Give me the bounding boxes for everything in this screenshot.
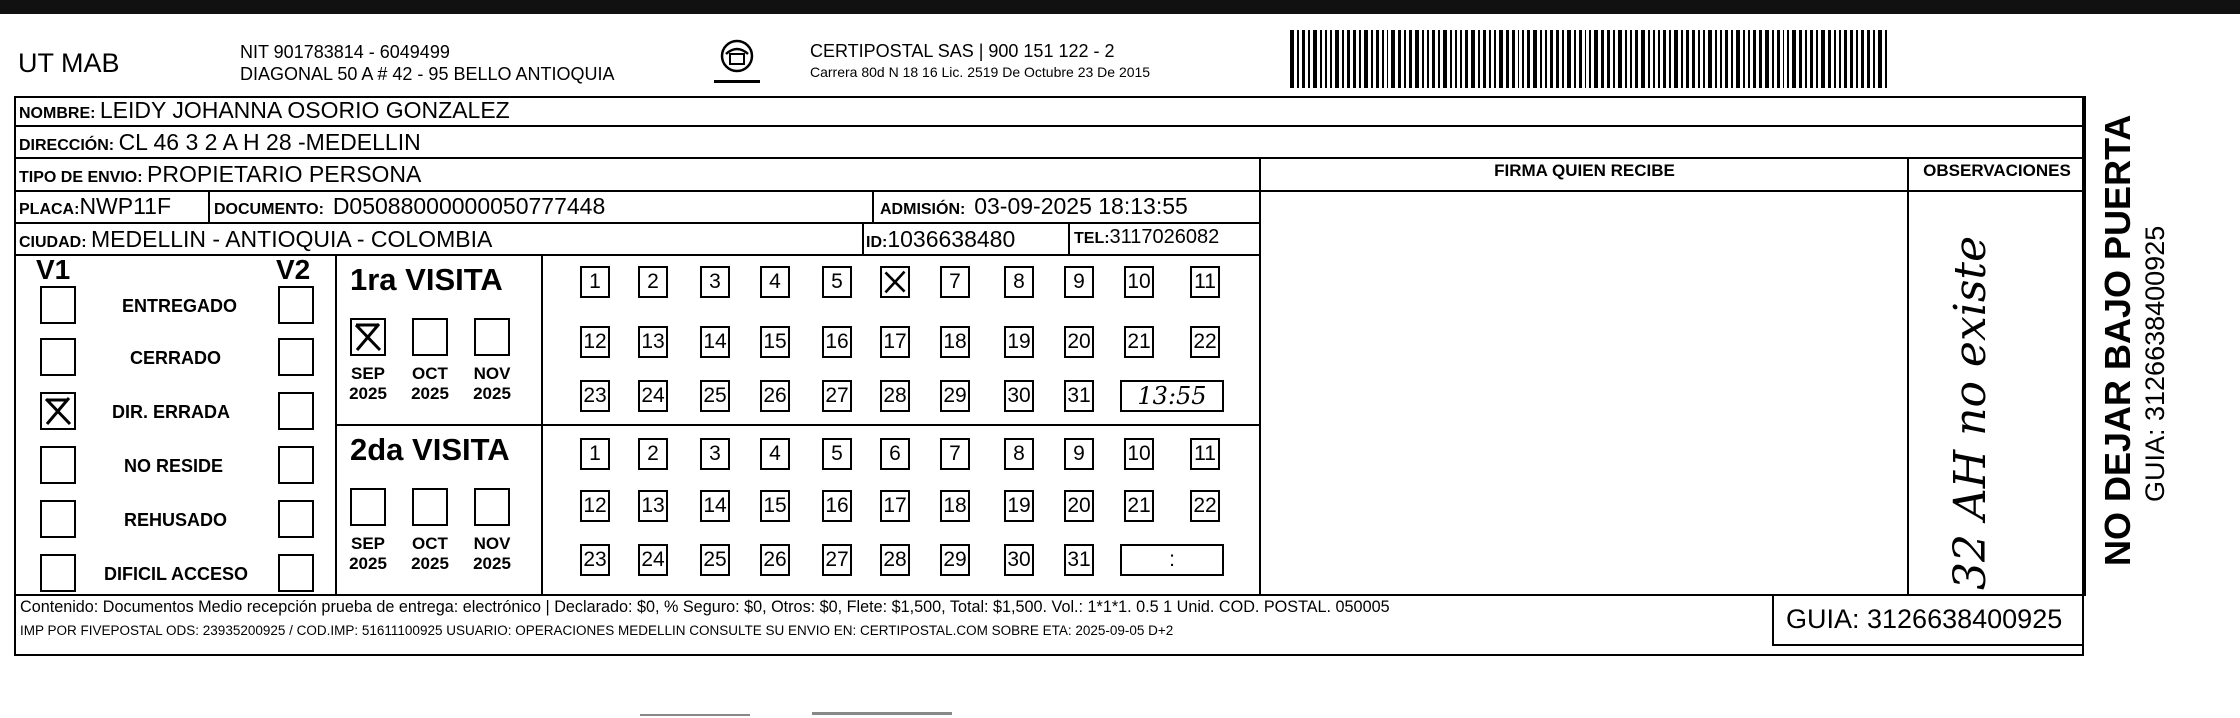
- day-box[interactable]: 13: [638, 490, 668, 522]
- day-box[interactable]: 1: [580, 438, 610, 470]
- visit-time-box[interactable]: :: [1120, 544, 1224, 576]
- footer-guia: GUIA: 3126638400925: [1786, 604, 2063, 634]
- day-box[interactable]: 26: [760, 544, 790, 576]
- v2-checkbox[interactable]: [278, 500, 314, 538]
- month-year: 2025: [473, 554, 511, 573]
- day-box[interactable]: 2: [638, 266, 668, 298]
- day-box[interactable]: 21: [1124, 490, 1154, 522]
- observaciones-handwritten: 32 AH no existe: [1945, 235, 1996, 590]
- month-checkbox[interactable]: [474, 488, 510, 526]
- id-label: ID:: [866, 234, 888, 251]
- status-option-label: CERRADO: [130, 348, 222, 368]
- carrier-line: CERTIPOSTAL SAS | 900 151 122 - 2: [810, 41, 1115, 61]
- barcode: [1290, 30, 1890, 88]
- day-box[interactable]: 29: [940, 380, 970, 412]
- day-box[interactable]: 8: [1004, 266, 1034, 298]
- status-option-label: REHUSADO: [124, 510, 228, 530]
- day-box[interactable]: 19: [1004, 490, 1034, 522]
- month-name: NOV: [473, 364, 511, 383]
- id-row: [866, 226, 1015, 253]
- x-mark-icon: [352, 320, 384, 354]
- row-divider: [1772, 644, 2084, 646]
- v1-checkbox[interactable]: [40, 446, 76, 484]
- day-box[interactable]: 3: [700, 266, 730, 298]
- day-box[interactable]: 22: [1190, 490, 1220, 522]
- day-box-checked[interactable]: [880, 266, 910, 298]
- nombre-row: [19, 97, 510, 124]
- day-box[interactable]: 18: [940, 490, 970, 522]
- day-box[interactable]: 10: [1124, 266, 1154, 298]
- placa-row: [19, 193, 171, 220]
- day-box[interactable]: 4: [760, 266, 790, 298]
- direccion-value: CL 46 3 2 A H 28 -MEDELLIN: [118, 129, 421, 155]
- placa-value: NWP11F: [79, 193, 172, 219]
- day-box[interactable]: 12: [580, 490, 610, 522]
- day-box[interactable]: 5: [822, 438, 852, 470]
- license-line: Carrera 80d N 18 16 Lic. 2519 De Octubre 23 De 2015: [810, 64, 1151, 80]
- month-checkbox[interactable]: [350, 488, 386, 526]
- month-checkbox[interactable]: [474, 318, 510, 356]
- top-edge-bar: [0, 0, 2240, 14]
- day-box[interactable]: 24: [638, 380, 668, 412]
- day-box[interactable]: 15: [760, 326, 790, 358]
- tel-row: [1074, 226, 1219, 249]
- v2-header: V2: [276, 254, 311, 285]
- day-box[interactable]: 31: [1064, 380, 1094, 412]
- day-box[interactable]: 26: [760, 380, 790, 412]
- month-name: NOV: [473, 534, 511, 553]
- day-box[interactable]: 17: [880, 490, 910, 522]
- contenido-line: Contenido: Documentos Medio recepción prueba de entrega: electrónico | Declarado: $0, % Seguro: $0, Otros: $0, Flete: $1,500, Total: $1,500. Vol.: 1*1*1. 0.5 1 Unid. COD. POSTAL. 050005: [20, 598, 1390, 616]
- day-box[interactable]: 9: [1064, 438, 1094, 470]
- day-box[interactable]: 5: [822, 266, 852, 298]
- month-checkbox[interactable]: [412, 488, 448, 526]
- day-box[interactable]: 28: [880, 380, 910, 412]
- scan-artifact: [812, 712, 952, 715]
- day-box[interactable]: 4: [760, 438, 790, 470]
- month-year: 2025: [411, 554, 449, 573]
- col-divider: [872, 190, 874, 222]
- ciudad-value: MEDELLIN - ANTIOQUIA - COLOMBIA: [91, 226, 493, 252]
- v1-header: V1: [36, 254, 71, 285]
- month-label: [464, 364, 520, 404]
- v1-checkbox[interactable]: [40, 286, 76, 324]
- day-box[interactable]: 27: [822, 380, 852, 412]
- tel-value: 3117026082: [1109, 226, 1220, 248]
- month-checkbox[interactable]: [412, 318, 448, 356]
- day-box[interactable]: 29: [940, 544, 970, 576]
- status-option-label: DIR. ERRADA: [112, 402, 231, 422]
- month-name: SEP: [350, 534, 386, 553]
- no-dejar-warning: NO DEJAR BAJO PUERTA: [2097, 114, 2138, 566]
- col-divider: [1907, 157, 1909, 595]
- day-box[interactable]: 17: [880, 326, 910, 358]
- v1-checkbox[interactable]: [40, 392, 76, 430]
- v1-checkbox[interactable]: [40, 338, 76, 376]
- tel-label: TEL:: [1074, 230, 1110, 247]
- day-box[interactable]: 30: [1004, 544, 1034, 576]
- id-value: 1036638480: [887, 226, 1016, 252]
- second-visit-label: 2da VISITA: [350, 432, 510, 467]
- company-info: [240, 41, 615, 85]
- month-year: 2025: [349, 554, 387, 573]
- col-divider: [208, 190, 210, 222]
- side-guia: GUIA: 3126638400925: [2140, 225, 2170, 502]
- col-divider: [2084, 96, 2086, 596]
- day-box[interactable]: 20: [1064, 490, 1094, 522]
- tipo-label: TIPO DE ENVIO:: [19, 169, 143, 186]
- day-box[interactable]: 15: [760, 490, 790, 522]
- day-box[interactable]: 21: [1124, 326, 1154, 358]
- documento-row: [214, 193, 605, 220]
- month-name: OCT: [412, 534, 448, 553]
- status-option-label: DIFICIL ACCESO: [104, 564, 249, 584]
- day-box[interactable]: 1: [580, 266, 610, 298]
- v2-checkbox[interactable]: [278, 446, 314, 484]
- day-box[interactable]: 31: [1064, 544, 1094, 576]
- row-divider: [14, 254, 1259, 256]
- day-box[interactable]: 16: [822, 490, 852, 522]
- month-label: [340, 534, 396, 574]
- day-box[interactable]: 23: [580, 544, 610, 576]
- day-box[interactable]: 3: [700, 438, 730, 470]
- col-divider: [1068, 222, 1070, 254]
- status-option-label: NO RESIDE: [124, 456, 224, 476]
- visit-time-box[interactable]: 13:55: [1120, 380, 1224, 412]
- day-box[interactable]: 13: [638, 326, 668, 358]
- month-label: [402, 364, 458, 404]
- row-divider: [14, 222, 1259, 224]
- v2-checkbox[interactable]: [278, 392, 314, 430]
- day-box[interactable]: 23: [580, 380, 610, 412]
- month-year: 2025: [411, 384, 449, 403]
- day-box[interactable]: 6: [880, 438, 910, 470]
- x-mark-icon: [882, 267, 908, 297]
- firma-header: FIRMA QUIEN RECIBE: [1494, 161, 1675, 180]
- v1-checkbox[interactable]: [40, 554, 76, 592]
- company-address: DIAGONAL 50 A # 42 - 95 BELLO ANTIOQUIA: [240, 64, 615, 84]
- day-box[interactable]: 16: [822, 326, 852, 358]
- tipo-row: [19, 161, 421, 188]
- direccion-label: DIRECCIÓN:: [19, 137, 115, 154]
- row-divider: [1259, 190, 2084, 192]
- v2-checkbox[interactable]: [278, 338, 314, 376]
- day-box[interactable]: 25: [700, 380, 730, 412]
- status-option-label: ENTREGADO: [122, 296, 238, 316]
- day-box[interactable]: 14: [700, 326, 730, 358]
- x-mark-icon: [42, 394, 74, 428]
- day-box[interactable]: 11: [1190, 438, 1220, 470]
- day-box[interactable]: 25: [700, 544, 730, 576]
- month-checkbox[interactable]: [350, 318, 386, 356]
- certipostal-logo: [708, 36, 766, 88]
- day-box[interactable]: 18: [940, 326, 970, 358]
- nombre-label: NOMBRE:: [19, 105, 96, 122]
- admision-label: ADMISIÓN:: [880, 201, 966, 218]
- company-name: UT MAB: [18, 48, 120, 78]
- day-box[interactable]: 7: [940, 438, 970, 470]
- day-box[interactable]: 22: [1190, 326, 1220, 358]
- first-visit-label: 1ra VISITA: [350, 262, 503, 297]
- month-year: 2025: [349, 384, 387, 403]
- row-divider: [14, 157, 2084, 159]
- nit-line: NIT 901783814 - 6049499: [240, 42, 450, 62]
- day-box[interactable]: 19: [1004, 326, 1034, 358]
- month-year: 2025: [473, 384, 511, 403]
- ciudad-label: CIUDAD:: [19, 234, 87, 251]
- day-box[interactable]: 12: [580, 326, 610, 358]
- day-box[interactable]: 8: [1004, 438, 1034, 470]
- v2-checkbox[interactable]: [278, 286, 314, 324]
- documento-label: DOCUMENTO:: [214, 201, 324, 218]
- documento-value: D05088000000050777448: [332, 193, 606, 219]
- row-divider: [14, 190, 1259, 192]
- observaciones-header: OBSERVACIONES: [1923, 161, 2071, 180]
- nombre-value: LEIDY JOHANNA OSORIO GONZALEZ: [99, 97, 510, 123]
- col-divider: [1772, 594, 1774, 646]
- day-box[interactable]: 28: [880, 544, 910, 576]
- col-divider: [862, 222, 864, 254]
- admision-row: [880, 193, 1188, 220]
- month-name: OCT: [412, 364, 448, 383]
- day-box[interactable]: 24: [638, 544, 668, 576]
- month-label: [402, 534, 458, 574]
- day-box[interactable]: 30: [1004, 380, 1034, 412]
- row-divider: [14, 125, 2084, 127]
- scan-artifact: [640, 714, 750, 716]
- direccion-row: [19, 129, 421, 156]
- v2-checkbox[interactable]: [278, 554, 314, 592]
- month-label: [340, 364, 396, 404]
- admision-value: 03-09-2025 18:13:55: [974, 193, 1188, 219]
- day-box[interactable]: 14: [700, 490, 730, 522]
- row-divider: [335, 424, 1259, 426]
- day-box[interactable]: 11: [1190, 266, 1220, 298]
- day-box[interactable]: 10: [1124, 438, 1154, 470]
- month-label: [464, 534, 520, 574]
- ciudad-row: [19, 226, 492, 253]
- v1-checkbox[interactable]: [40, 500, 76, 538]
- day-box[interactable]: 9: [1064, 266, 1094, 298]
- day-box[interactable]: 20: [1064, 326, 1094, 358]
- imp-line: IMP POR FIVEPOSTAL ODS: 23935200925 / COD.IMP: 51611100925 USUARIO: OPERACIONES MEDELLIN CONSULTE SU ENVIO EN: CERTIPOSTAL.COM SOBRE ETA: 2025-09-05 D+2: [20, 623, 1174, 638]
- day-box[interactable]: 7: [940, 266, 970, 298]
- day-box[interactable]: 27: [822, 544, 852, 576]
- col-divider: [1259, 157, 1261, 595]
- month-name: SEP: [350, 364, 386, 383]
- tipo-value: PROPIETARIO PERSONA: [147, 161, 422, 187]
- day-box[interactable]: 2: [638, 438, 668, 470]
- placa-label: PLACA:: [19, 201, 80, 218]
